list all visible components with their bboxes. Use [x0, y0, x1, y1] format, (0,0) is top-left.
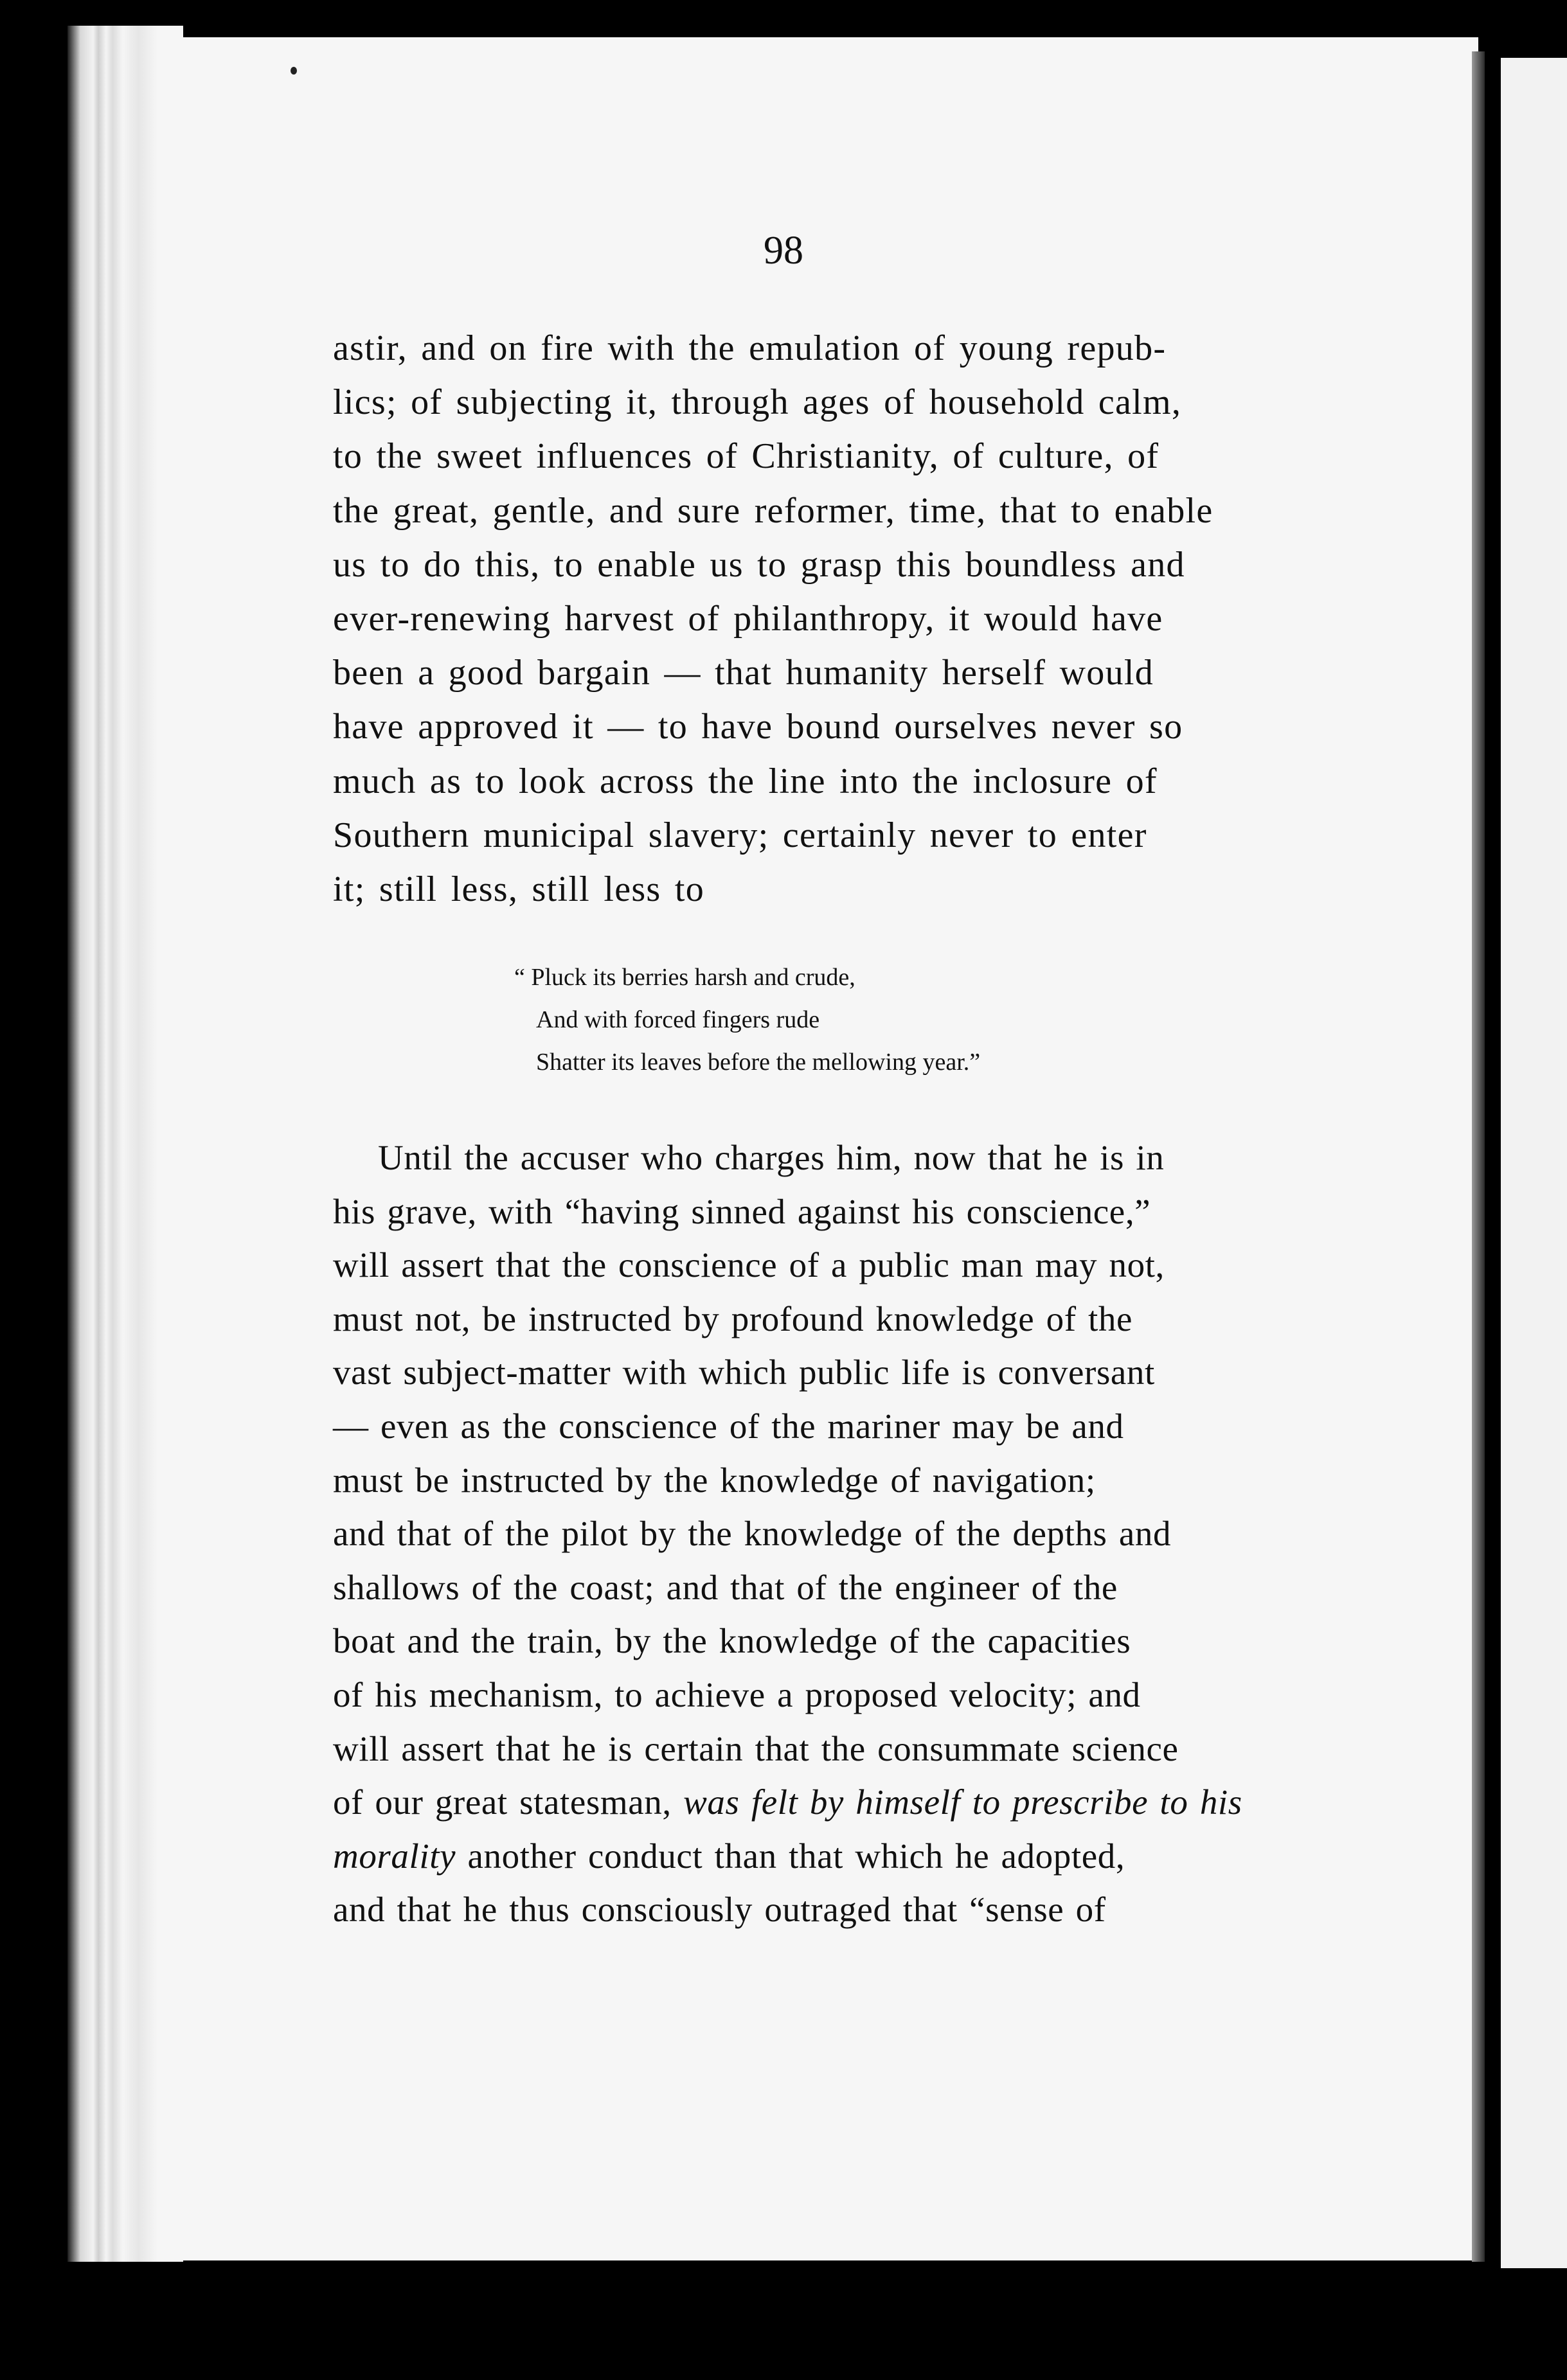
text-line: ever-renewing harvest of philanthropy, it would have: [333, 599, 1163, 639]
text-line: will assert that the conscience of a public man may not,: [333, 1245, 1165, 1285]
text-line: and that of the pilot by the knowledge of the depths and: [333, 1514, 1172, 1554]
text-line: the great, gentle, and sure reformer, time, that to enable: [333, 490, 1213, 531]
text-line: Until the accuser who charges him, now that he is in: [378, 1138, 1165, 1177]
plain-text: another conduct than that which he adopted,: [456, 1836, 1125, 1876]
paragraph-1: [333, 321, 1278, 916]
plain-text: of our great statesman,: [333, 1782, 684, 1822]
text-line: it; still less, still less to: [333, 869, 704, 910]
text-line: must be instructed by the knowledge of navigation;: [333, 1460, 1096, 1500]
text-line-mixed: [333, 1829, 1278, 1883]
text-line: lics; of subjecting it, through ages of household calm,: [333, 382, 1182, 423]
text-line: will assert that he is certain that the consummate science: [333, 1728, 1179, 1768]
text-line-mixed: [333, 1775, 1278, 1829]
text-line: of his mechanism, to achieve a proposed velocity; and: [333, 1674, 1141, 1714]
page-number: 98: [764, 229, 803, 272]
verse-line: Shatter its leaves before the mellowing year.”: [536, 1049, 981, 1076]
text-line: boat and the train, by the knowledge of the capacities: [333, 1621, 1131, 1661]
facing-page-edge: [1501, 58, 1567, 2268]
italic-text: morality: [333, 1836, 456, 1876]
paragraph-2: [333, 1131, 1278, 1937]
text-line: been a good bargain — that humanity herself would: [333, 653, 1154, 693]
text-line: astir, and on fire with the emulation of young repub-: [333, 328, 1167, 368]
italic-text: was felt by himself to prescribe to his: [683, 1782, 1242, 1822]
text-line: must not, be instructed by profound knowledge of the: [333, 1299, 1133, 1338]
verse-quotation: [514, 956, 1157, 1083]
text-line: vast subject-matter with which public life is conversant: [333, 1353, 1155, 1392]
text-line: Southern municipal slavery; certainly never to enter: [333, 815, 1147, 855]
text-line: — even as the conscience of the mariner may be and: [333, 1406, 1124, 1446]
text-line: us to do this, to enable us to grasp this boundless and: [333, 544, 1185, 585]
ink-speck: [291, 67, 297, 75]
text-line: have approved it — to have bound ourselves never so: [333, 707, 1183, 747]
text-line: his grave, with “having sinned against his conscience,”: [333, 1191, 1151, 1231]
text-line: much as to look across the line into the inclosure of: [333, 761, 1158, 801]
text-line: and that he thus consciously outraged that “sense of: [333, 1890, 1106, 1930]
text-line: shallows of the coast; and that of the engineer of the: [333, 1567, 1118, 1607]
verse-line: And with forced fingers rude: [536, 1006, 820, 1033]
gutter-shadow: [1472, 51, 1485, 2262]
text-line: to the sweet influences of Christianity, of culture, of: [333, 436, 1160, 477]
verse-line: “ Pluck its berries harsh and crude,: [514, 964, 855, 991]
page-edges: [67, 26, 183, 2262]
